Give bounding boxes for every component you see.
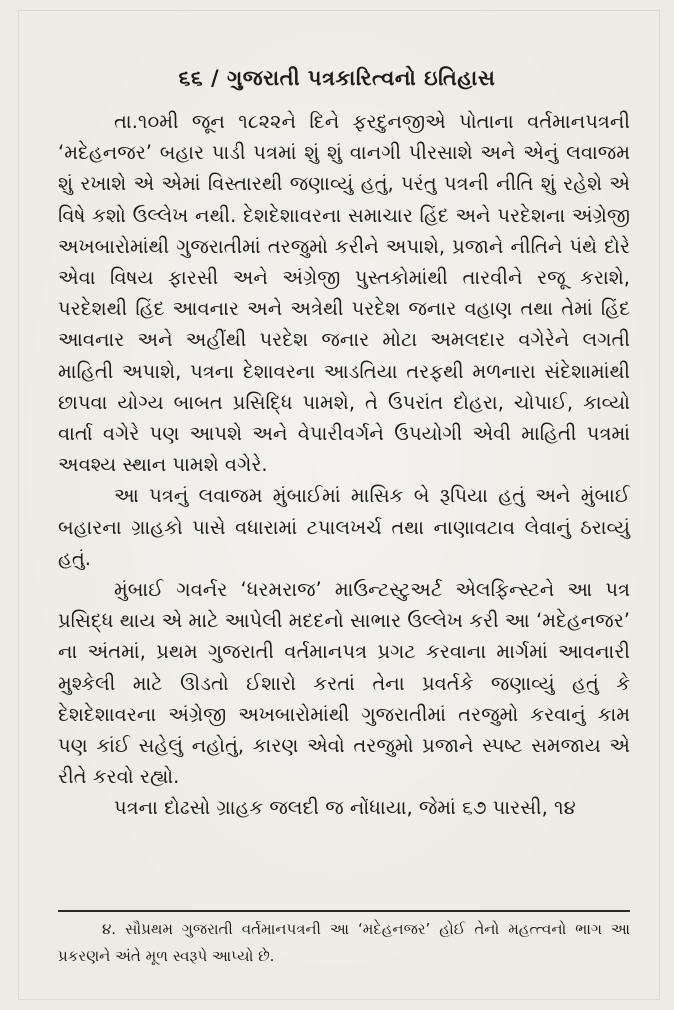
running-head: ૬૬ / ગુજરાતી પત્રકારિત્વનો ઇતિહાસ — [178, 66, 496, 90]
paragraph-3: મુંબાઈ ગવર્નર ‘ધરમરાજ’ માઉન્ટસ્ટુઅર્ટ એલફિન્સ્ટને આ પત્ર પ્રસિદ્ધ થાય એ માટે આપેલી મદદનો સાભાર ઉલ્લેખ કરી આ ‘મદેહનજર’ ના અંતમાં, પ્રથમ ગુજરાતી વર્તમાનપત્ર પ્રગટ કરવાના માર્ગમાં આવનારી મુશ્કેલી માટે ઊડતો ઈશારો કરતાં તેના પ્રવર્તકે જણાવ્યું હતું કે દેશદેશાવરના અંગ્રેજી અખબારોમાંથી ગુજરાતીમાં તરજુમો કરવાનું કામ પણ કાંઈ સહેલું નહોતું, કારણ એવો તરજુમો પ્રજાને સ્પષ્ટ સમજાય એ રીતે કરવો રહ્યો. — [58, 578, 630, 789]
footnote-divider — [58, 910, 630, 912]
body-text — [58, 106, 630, 824]
paragraph-1: તા.૧૦મી જૂન ૧૮૨૨ને દિને ફરદુનજીએ પોતાના વર્તમાનપત્રની ‘મદેહનજર’ બહાર પાડી પત્રમાં શું શું વાનગી પીરસાશે અને એનું લવાજમ શું રખાશે એ એમાં વિસ્તારથી જણાવ્યું હતું, પરંતુ પત્રની નીતિ શું રહેશે એ વિષે કશો ઉલ્લેખ નથી. દેશદેશાવરના સમાચાર હિંદ અને પરદેશના અંગ્રેજી અખબારોમાંથી ગુજરાતીમાં તરજુમો કરીને અપાશે, પ્રજાને નીતિને પંથે દોરે એવા વિષય ફારસી અને અંગ્રેજી પુસ્તકોમાંથી તારવીને રજૂ કરાશે, પરદેશથી હિંદ આવનાર અને અત્રેથી પરદેશ જનાર વહાણ તથા તેમાં હિંદ આવનાર અને અહીંથી પરદેશ જનાર મોટા અમલદાર વગેરેને લગતી માહિતી અપાશે, પત્રના દેશાવરના આડતિયા તરફથી મળનારા સંદેશામાંથી છાપવા યોગ્ય બાબત પ્રસિદ્ધિ પામશે, તે ઉપરાંત દોહરા, ચોપાઈ, કાવ્યો વાર્તા વગેરે પણ આપશે અને વેપારીવર્ગને ઉપયોગી એવી માહિતી પત્રમાં અવશ્ય સ્થાન પામશે વગેરે. — [58, 110, 630, 477]
paragraph-4: પત્રના દોઢસો ગ્રાહક જલદી જ નોંધાયા, જેમાં ૬૭ પારસી, ૧૪ — [114, 796, 576, 820]
paragraph-2: આ પત્રનું લવાજમ મુંબાઈમાં માસિક બે રૂપિયા હતું અને મુંબાઈ બહારના ગ્રાહકો પાસે વધારામાં ટપાલખર્ચ તથા નાણાવટાવ લેવાનું ઠરાવ્યું હતું. — [58, 484, 630, 570]
footnote — [58, 916, 630, 970]
footnote-text: ૪. સૌપ્રથમ ગુજરાતી વર્તમાનપત્રની આ ‘મદેહનજર’ હોઈ તેનો મહત્ત્વનો ભાગ આ પ્રકરણને અંતે મૂળ સ્વરૂપે આપ્યો છે. — [58, 920, 630, 965]
